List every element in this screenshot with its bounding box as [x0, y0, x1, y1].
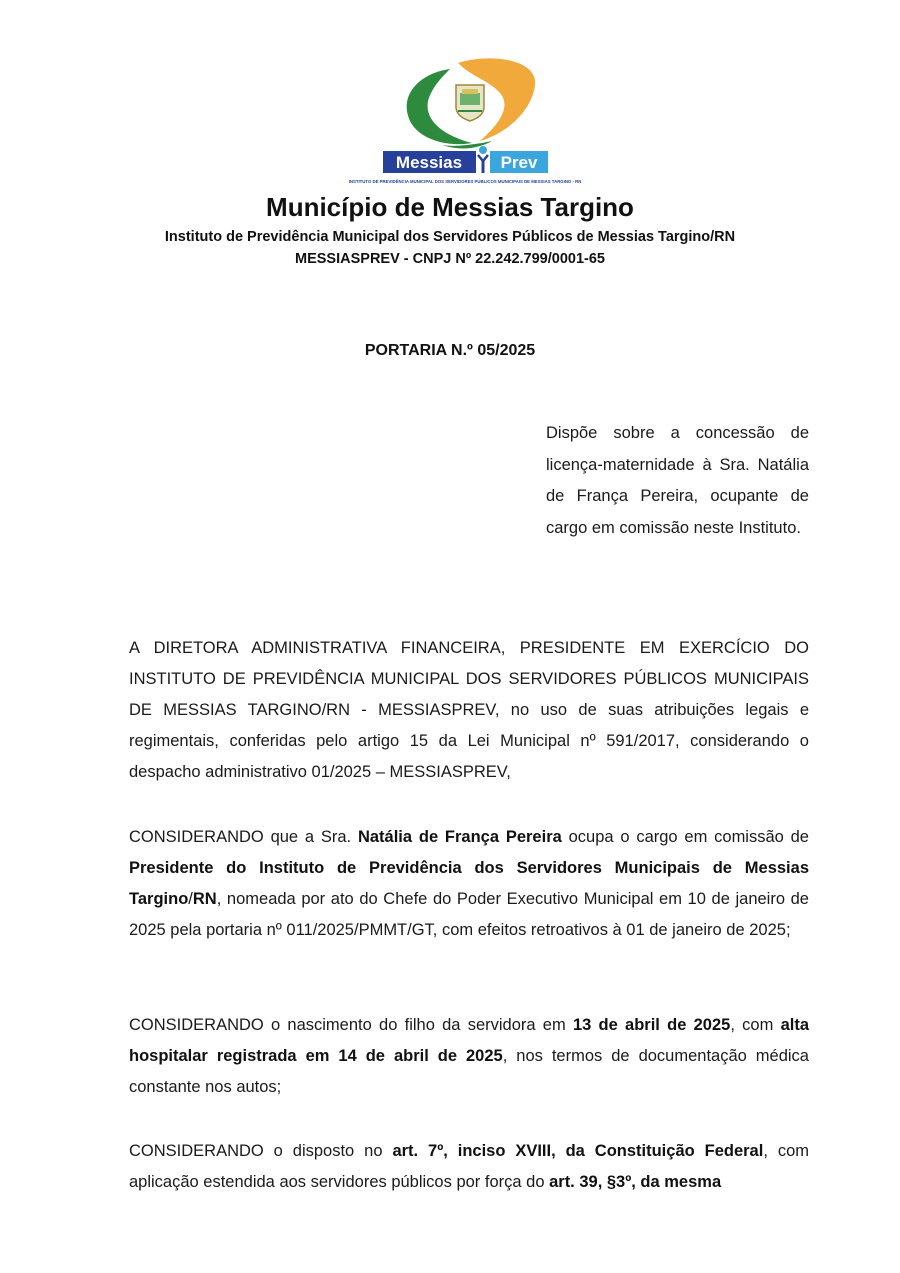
constitution-ref: art. 7º, inciso XVIII, da Constituição Federal: [392, 1142, 764, 1160]
logo-tagline: INSTITUTO DE PREVIDÊNCIA MUNICIPAL DOS SERVIDORES PÚBLICOS MUNICIPAIS DE MESSIAS TARGINO - RN: [348, 179, 582, 184]
discharge-date: alta hospitalar registrada em 14 de abril de 2025: [129, 1016, 809, 1065]
cnpj-line: MESSIASPREV - CNPJ Nº 22.242.799/0001-65: [295, 251, 605, 267]
birth-date: 13 de abril de 2025: [572, 1016, 731, 1034]
position-title: Presidente do Instituto de Previdência dos Servidores Municipais de Messias Targino: [129, 859, 809, 908]
logo-name-right: Prev: [500, 153, 538, 172]
considerando-3: CONSIDERANDO o disposto no art. 7º, inciso XVIII, da Constituição Federal, com aplicação estendida aos servidores públicos por força do art. 39, §3º, da mesma: [129, 1142, 809, 1191]
logo-banner: [349, 146, 582, 184]
crest-icon: [456, 85, 484, 121]
considerando-1: CONSIDERANDO que a Sra. Natália de França Pereira ocupa o cargo em comissão de Presidente do Instituto de Previdência dos Servidores Municipais de Messias Targino/RN, nomeada por ato do Chefe do Poder Executivo Municipal em 10 de janeiro de 2025 pela portaria nº 011/2025/PMMT/GT, com efeitos retroativos à 01 de janeiro de 2025;: [129, 828, 809, 939]
article-39-ref: art. 39, §3º, da mesma: [549, 1173, 722, 1191]
portaria-number: PORTARIA N.º 05/2025: [364, 342, 536, 359]
messiasprev-logo: [348, 55, 582, 190]
preamble-paragraph: A DIRETORA ADMINISTRATIVA FINANCEIRA, PRESIDENTE EM EXERCÍCIO DO INSTITUTO DE PREVIDÊNCIA MUNICIPAL DOS SERVIDORES PÚBLICOS MUNICIPAIS DE MESSIAS TARGINO/RN - MESSIASPREV, no uso de suas atribuições legais e regimentais, conferidas pelo artigo 15 da Lei Municipal nº 591/2017, considerando o despacho administrativo 01/2025 – MESSIASPREV,: [129, 639, 809, 781]
logo-name-left: Messias: [395, 153, 463, 172]
servant-name: Natália de França Pereira: [357, 828, 562, 846]
considerando-2: CONSIDERANDO o nascimento do filho da servidora em 13 de abril de 2025, com alta hospitalar registrada em 14 de abril de 2025, nos termos de documentação médica constante nos autos;: [129, 1016, 809, 1096]
logo-graphic: [348, 55, 582, 190]
institute-subtitle: Instituto de Previdência Municipal dos Servidores Públicos de Messias Targino/RN: [164, 229, 736, 245]
ementa: Dispõe sobre a concessão de licença-maternidade à Sra. Natália de França Pereira, ocupante de cargo em comissão neste Instituto.: [546, 424, 809, 537]
municipality-title: Município de Messias Targino: [266, 192, 634, 222]
